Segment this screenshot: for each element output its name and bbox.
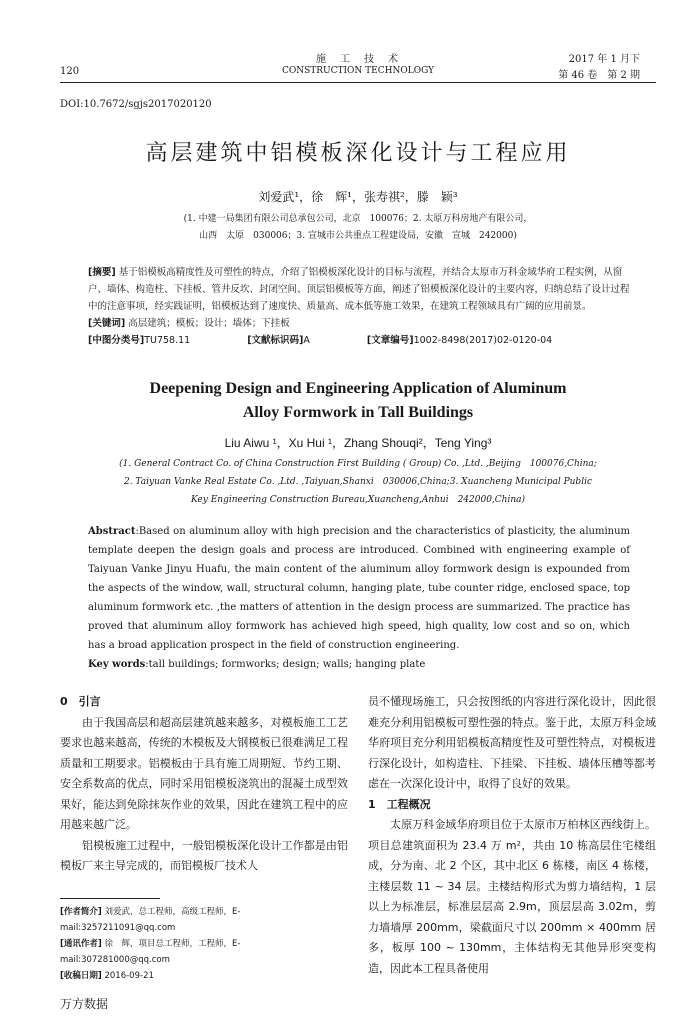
intro-paragraph-1: 由于我国高层和超高层建筑越来越多，对模板施工工艺要求也越来越高，传统的木模板及大钢模板已很难满足工程质量和工期要求。铝模板由于具有施工周期短、节约工期、安全系数高的优点，同时采用铝模板浇筑出的混凝土成型效果好，能达到免除抹灰作业的效果，因此在建筑工程中的应用越来越广泛。 xyxy=(60,715,348,831)
affiliation-en-line2: 2. Taiyuan Vanke Real Estate Co. ,Ltd. ,Taiyuan,Shanxi 030006,China;3. Xuancheng Municipal Public xyxy=(123,477,592,487)
section-1-heading: 1 工程概况 xyxy=(368,797,431,811)
corresponding-author: 徐 辉，项目总工程师，工程师，E-mail:307281000@qq.com xyxy=(60,939,241,965)
title-en-line2: Alloy Formwork in Tall Buildings xyxy=(242,404,474,421)
wanfang-watermark: 万方数据 xyxy=(60,997,109,1011)
authors-en: Liu Aiwu ¹，Xu Hui ¹，Zhang Shouqi²，Teng Ying³ xyxy=(224,436,492,450)
author-bio: 刘爱武，总工程师，高级工程师，E-mail:3257211091@qq.com xyxy=(60,907,241,933)
volume-issue: 第 46 卷 第 2 期 xyxy=(558,70,640,81)
project-overview-paragraph: 太原万科金域华府项目位于太原市万柏林区西线街上。项目总建筑面积为 23.4 万 m²，共由 10 栋高层住宅楼组成，分为南、北 2 个区，其中北区 6 栋楼，南区 4 栋楼，主楼层数 11 ~ 34 层。主楼结构形式为剪力墙结构，1 层以上为标准层，标准层层高 2.9m，顶层层高 3.02m，剪力墙墙厚 200mm，梁截面尺寸以 200mm × 400mm 居多，板厚 100 ~ 130mm，主体结构无其他异形突变构造，因此本工程具备使用 xyxy=(368,818,656,975)
keywords-cn-label: [关键词] xyxy=(88,318,126,329)
doi: DOI:10.7672/sgjs2017020120 xyxy=(60,99,212,110)
header-rule xyxy=(60,82,656,83)
journal-name-en: CONSTRUCTION TECHNOLOGY xyxy=(281,66,435,76)
right-column xyxy=(368,692,656,979)
doc-code-label: [文献标识码] xyxy=(247,335,304,346)
section-0-heading: 0 引言 xyxy=(60,695,101,708)
abstract-cn-label: [摘要] xyxy=(88,267,116,278)
received-date: 2016-09-21 xyxy=(104,971,154,981)
keywords-cn: 高层建筑；模板；设计；墙体；下挂板 xyxy=(128,318,290,329)
footnote-rule xyxy=(60,898,160,899)
abstract-en-label: Abstract xyxy=(88,526,136,537)
corresponding-author-label: [通讯作者] xyxy=(60,939,102,949)
journal-name-cn: 施 工 技 术 xyxy=(316,54,400,65)
affiliation-en-line3: Key Engineering Construction Bureau,Xuancheng,Anhui 242000,China) xyxy=(190,495,526,505)
issue-date: 2017 年 1 月下 xyxy=(568,54,640,65)
authors-cn: 刘爱武¹，徐 辉¹，张寿祺²，滕 颖³ xyxy=(258,190,458,204)
keywords-en-label: Key words xyxy=(88,659,146,670)
affiliation-cn-line1: (1. 中建一局集团有限公司总承包公司，北京 100076；2. 太原万科房地产有限公司， xyxy=(183,214,533,224)
abstract-cn-text: 基于铝模板高精度性及可塑性的特点，介绍了铝模板深化设计的目标与流程，并结合太原市万科金域华府工程实例，从窗户、墙体、构造柱、下挂板、管井反坎、封闭空间、顶层铝模板等方面，阐述了铝模板深化设计的主要内容，归纳总结了设计过程中的注意事项，经实践证明，铝模板达到了速度快、质量高、成本低等施工效果，在建筑工程领域具有广阔的应用前景。 xyxy=(88,267,630,312)
author-bio-label: [作者简介] xyxy=(60,907,102,917)
article-number: 1002-8498(2017)02-0120-04 xyxy=(413,335,553,346)
affiliation-en-line1: (1. General Contract Co. of China Construction First Building ( Group) Co. ,Ltd. ,Beijing 100076,China; xyxy=(119,459,597,469)
keywords-en: :tall buildings; formworks; design; walls; hanging plate xyxy=(145,659,426,670)
abstract-en-text: :Based on aluminum alloy with high precision and the characteristics of plasticity, the aluminum template deepen the design goals and process are introduced. Combined with engineering example of Taiyuan Vanke Jinyu Huafu, the main content of the aluminum alloy formwork design is expounded from the aspects of the window, wall, structural column, hanging plate, tube counter ridge, enclosed space, top aluminum formwork etc. ,the matters of attention in the design process are summarized. The practice has proved that aluminum alloy formwork has achieved high speed, high quality, low cost and so on, which has a broad application prospect in the field of construction engineering. xyxy=(88,526,630,651)
clc-label: [中图分类号] xyxy=(88,335,145,346)
title-en-line1: Deepening Design and Engineering Application of Aluminum xyxy=(149,380,567,397)
affiliation-cn-line2: 山西 太原 030006；3. 宣城市公共重点工程建设局，安徽 宣城 242000) xyxy=(199,231,517,241)
abstract-cn xyxy=(88,264,630,349)
left-column xyxy=(60,692,348,877)
title-cn: 高层建筑中铝模板深化设计与工程应用 xyxy=(145,141,571,166)
footnote xyxy=(60,904,348,984)
intro-paragraph-2: 铝模板施工过程中，一般铝模板深化设计工作都是由铝模板厂来主导完成的，而铝模板厂技术人 xyxy=(60,838,348,872)
received-date-label: [收稿日期] xyxy=(60,971,102,981)
page-number: 120 xyxy=(60,66,80,77)
abstract-en xyxy=(88,522,630,674)
clc-number: TU758.11 xyxy=(144,335,191,346)
article-no-label: [文章编号] xyxy=(366,335,414,346)
right-paragraph-1: 员不懂现场施工，只会按图纸的内容进行深化设计，因此很难充分利用铝模板可塑性强的特点。鉴于此，太原万科金域华府项目充分利用铝模板高精度性及可塑性特点，对模板进行深化设计，如构造柱、下挂梁、下挂板、墙体压槽等都考虑在一次深化设计中，取得了良好的效果。 xyxy=(368,695,656,790)
doc-code: A xyxy=(303,335,310,346)
